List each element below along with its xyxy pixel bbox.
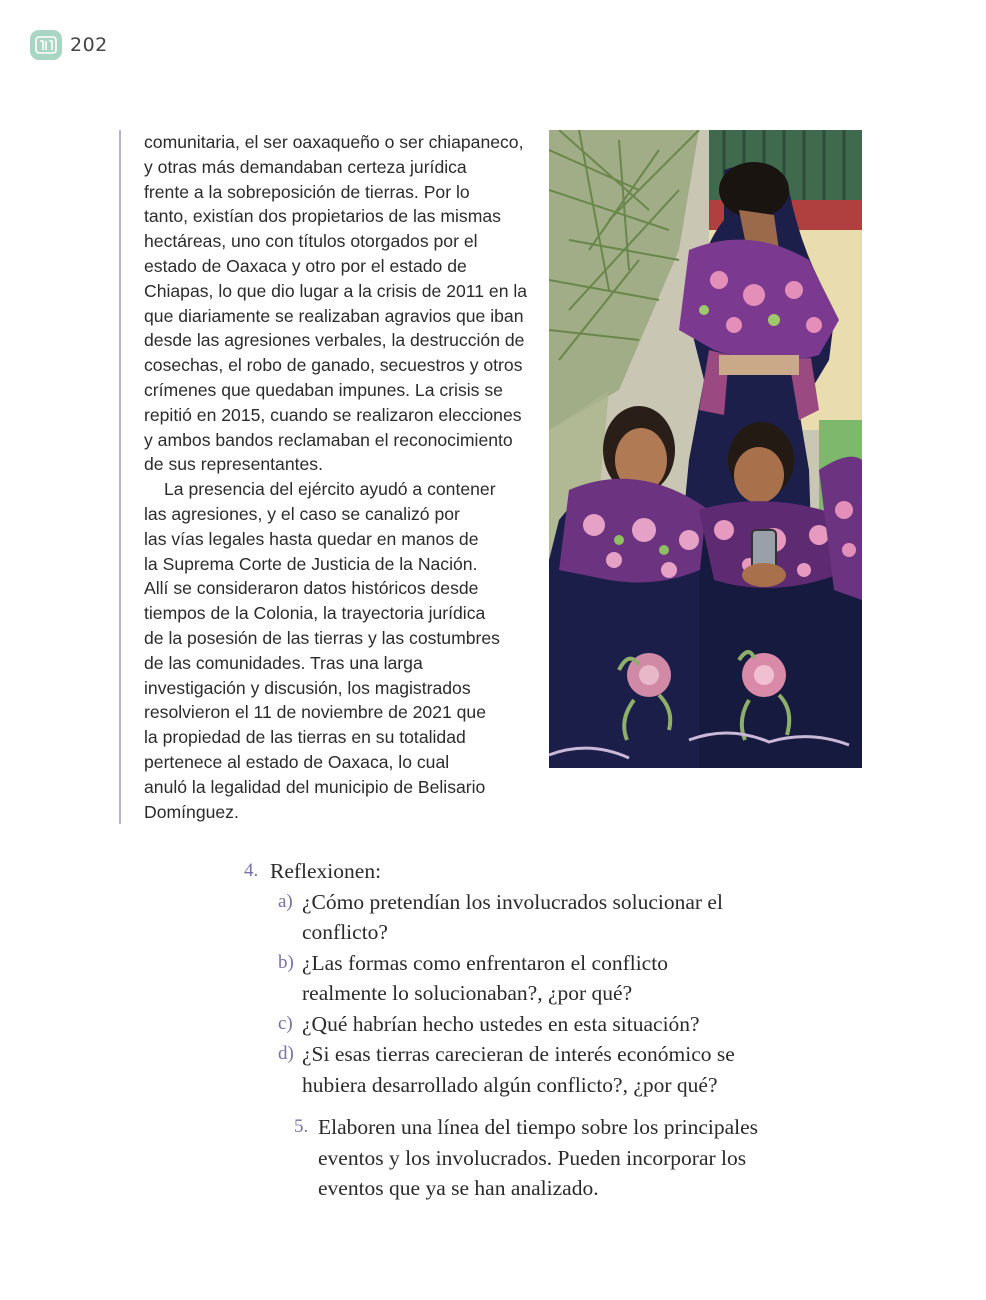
text-line: repitió en 2015, cuando se realizaron elecciones	[144, 404, 522, 425]
text-line: resolvieron el 11 de noviembre de 2021 que	[144, 702, 487, 723]
item-text	[302, 1039, 735, 1100]
text-line: las agresiones, y el caso se canalizó por	[144, 503, 460, 524]
text-line: ¿Qué habrían hecho ustedes en esta situación?	[302, 1011, 700, 1036]
paragraph-1	[144, 130, 538, 477]
text-line: conflicto?	[302, 920, 388, 944]
text-line: tiempos de la Colonia, la trayectoria jurídica	[144, 603, 486, 624]
question-4b	[278, 948, 804, 1009]
item-letter: b)	[278, 951, 294, 973]
question-4d	[278, 1039, 804, 1100]
paragraph-2	[144, 477, 538, 824]
item-text	[302, 887, 723, 948]
text-line: tanto, existían dos propietarios de las mismas	[144, 206, 501, 227]
text-line: pertenece al estado de Oaxaca, lo cual	[144, 751, 450, 772]
text-line: eventos y los involucrados. Pueden incorporar los	[318, 1145, 747, 1170]
text-line: Chiapas, lo que dio lugar a la crisis de 2011 en la	[144, 280, 528, 301]
text-line: la propiedad de las tierras en su totalidad	[144, 727, 466, 748]
text-line: la Suprema Corte de Justicia de la Nación.	[144, 553, 478, 574]
text-line: crímenes que quedaban impunes. La crisis se	[144, 379, 503, 400]
text-line: y otras más demandaban certeza jurídica	[144, 156, 467, 177]
text-line: desde las agresiones verbales, la destrucción de	[144, 330, 525, 351]
activity-questions	[244, 856, 804, 1204]
body-text	[144, 130, 538, 824]
question-4a	[278, 887, 804, 948]
text-line: ¿Las formas como enfrentaron el conflicto	[302, 950, 668, 975]
item-letter: a)	[278, 890, 293, 912]
question-title: Reflexionen:	[270, 859, 382, 883]
item-text	[318, 1112, 758, 1204]
question-number: 4.	[244, 860, 259, 881]
text-line: ¿Si esas tierras carecieran de interés económico se	[302, 1042, 735, 1066]
item-letter: c)	[278, 1012, 293, 1034]
question-4c	[278, 1009, 804, 1040]
text-line: investigación y discusión, los magistrados	[144, 677, 471, 698]
page-header	[30, 30, 108, 60]
text-line: y ambos bandos reclamaban el reconocimiento	[144, 429, 513, 450]
photo-women-in-embroidered-dress	[549, 130, 862, 768]
text-line: hubiera desarrollado algún conflicto?, ¿por qué?	[302, 1072, 718, 1097]
question-4	[244, 856, 804, 887]
text-line: frente a la sobreposición de tierras. Por lo	[144, 181, 470, 202]
text-line: realmente lo solucionaban?, ¿por qué?	[302, 981, 633, 1005]
text-line: comunitaria, el ser oaxaqueño o ser chiapaneco,	[144, 132, 524, 152]
item-letter: d)	[278, 1043, 294, 1064]
text-line: hectáreas, uno con títulos otorgados por el	[144, 231, 478, 252]
text-line: que diariamente se realizaban agravios que iban	[144, 305, 524, 326]
text-line: Domínguez.	[144, 801, 239, 822]
text-line: cosechas, el robo de ganado, secuestros y otros	[144, 355, 523, 376]
text-line: La presencia del ejército ayudó a contener	[164, 479, 496, 500]
text-line: estado de Oaxaca y otro por el estado de	[144, 255, 467, 276]
text-line: Elaboren una línea del tiempo sobre los principales	[318, 1115, 759, 1139]
text-line: las vías legales hasta quedar en manos de	[144, 528, 479, 549]
text-line: Allí se consideraron datos históricos desde	[144, 578, 479, 599]
text-line: anuló la legalidad del municipio de Belisario	[144, 776, 486, 797]
text-line: de las comunidades. Tras una larga	[144, 652, 423, 673]
text-line: ¿Cómo pretendían los involucrados solucionar el	[302, 889, 723, 914]
text-line: de la posesión de las tierras y las costumbres	[144, 627, 500, 648]
text-line: de sus representantes.	[144, 454, 323, 475]
question-5	[294, 1112, 804, 1204]
text-line: eventos que ya se han analizado.	[318, 1176, 599, 1200]
margin-rule	[119, 130, 121, 824]
item-text	[302, 1009, 700, 1040]
page-number: 202	[70, 34, 108, 56]
question-number: 5.	[294, 1116, 309, 1137]
item-text	[302, 948, 668, 1009]
book-logo-icon	[30, 30, 62, 60]
